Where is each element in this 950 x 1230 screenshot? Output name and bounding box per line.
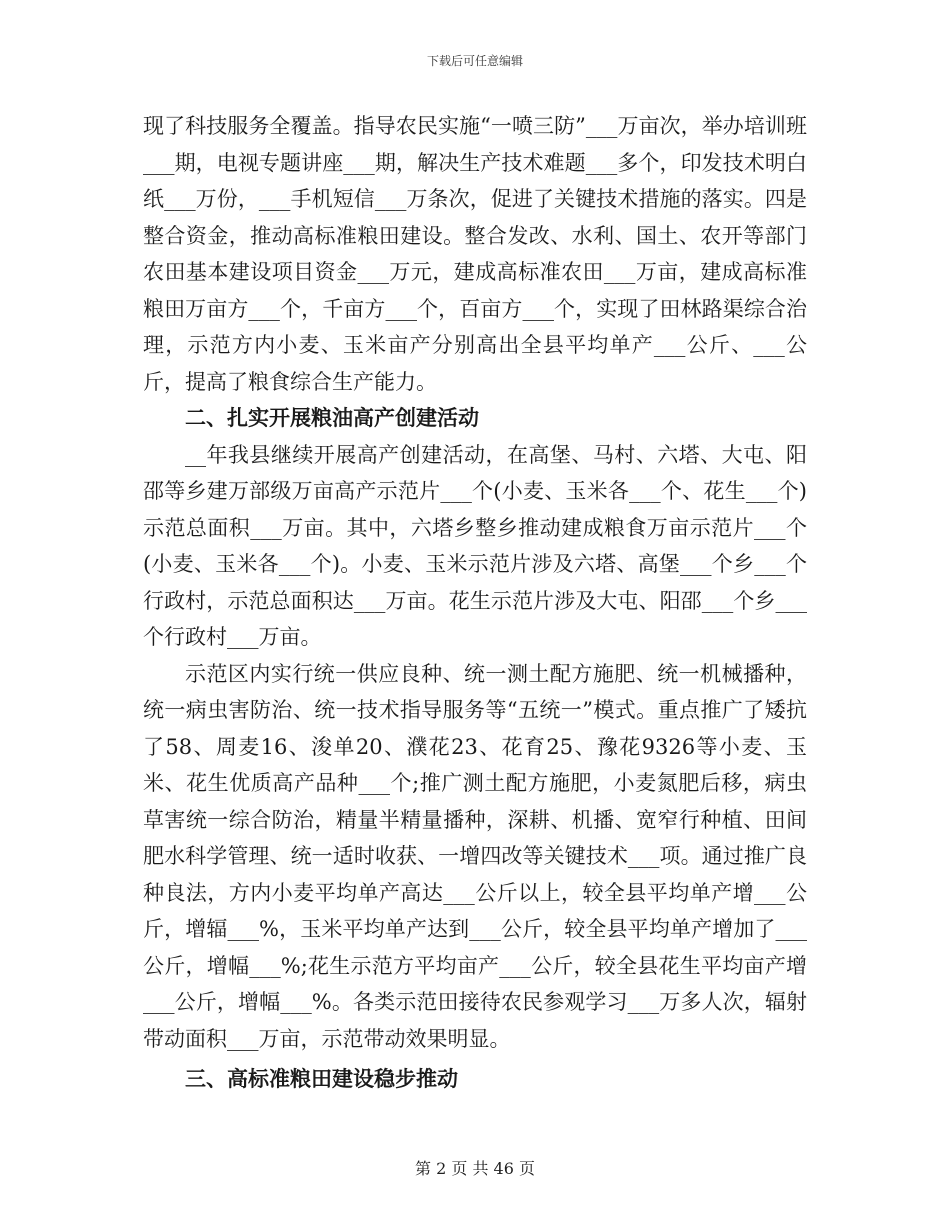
paragraph-high-yield-activity: __年我县继续开展高产创建活动，在高堡、马村、六塔、大屯、阳邵等乡建万部级万亩高产示范片___个(小麦、玉米各___个、花生___个)示范总面积___万亩。其中，六塔乡整乡推动建成粮食万亩示范片___个(小麦、玉米各___个)。小麦、玉米示范片涉及六塔、高堡___个乡___个行政村，示范总面积达___万亩。花生示范片涉及大屯、阳邵___个乡___个行政村___万亩。 xyxy=(143,442,807,649)
paragraph-tech-services: 现了科技服务全覆盖。指导农民实施“一喷三防”___万亩次，举办培训班___期，电视专题讲座___期，解决生产技术难题___多个，印发技术明白纸___万份，___手机短信___万条次，促进了关键技术措施的落实。四是整合资金，推动高标准粮田建设。整合发改、水利、国土、农开等部门农田基本建设项目资金___万元，建成高标准农田___万亩，建成高标准粮田万亩方___个，千亩方___个，百亩方___个，实现了田林路渠综合治理，示范方内小麦、玉米亩产分别高出全县平均单产___公斤、___公斤，提高了粮食综合生产能力。 xyxy=(143,114,807,394)
page-header: 下载后可任意编辑 xyxy=(426,54,523,68)
paragraph-demonstration-zone: 示范区内实行统一供应良种、统一测土配方施肥、统一机械播种，统一病虫害防治、统一技术指导服务等“五统一”模式。重点推广了矮抗了58、周麦16、浚单20、濮花23、花育25、豫花9326等小麦、玉米、花生优质高产品种___个;推广测土配方施肥，小麦氮肥后移，病虫草害统一综合防治，精量半精量播种，深耕、机播、宽窄行种植、田间肥水科学管理、统一适时收获、一增四改等关键技术___项。通过推广良种良法，方内小麦平均单产高达___公斤以上，较全县平均单产增___公斤，增辐___%，玉米平均单产达到___公斤，较全县平均单产增加了___公斤，增幅___%;花生示范方平均亩产___公斤，较全县花生平均亩产增___公斤，增幅___%。各类示范田接待农民参观学习___万多人次，辐射带动面积___万亩，示范带动效果明显。 xyxy=(143,661,807,1051)
page-footer: 第 2 页 共 46 页 xyxy=(415,1159,535,1178)
section-heading-2: 二、扎实开展粮油高产创建活动 xyxy=(185,406,479,430)
document-body xyxy=(143,108,807,1098)
section-heading-3: 三、高标准粮田建设稳步推动 xyxy=(185,1067,458,1091)
